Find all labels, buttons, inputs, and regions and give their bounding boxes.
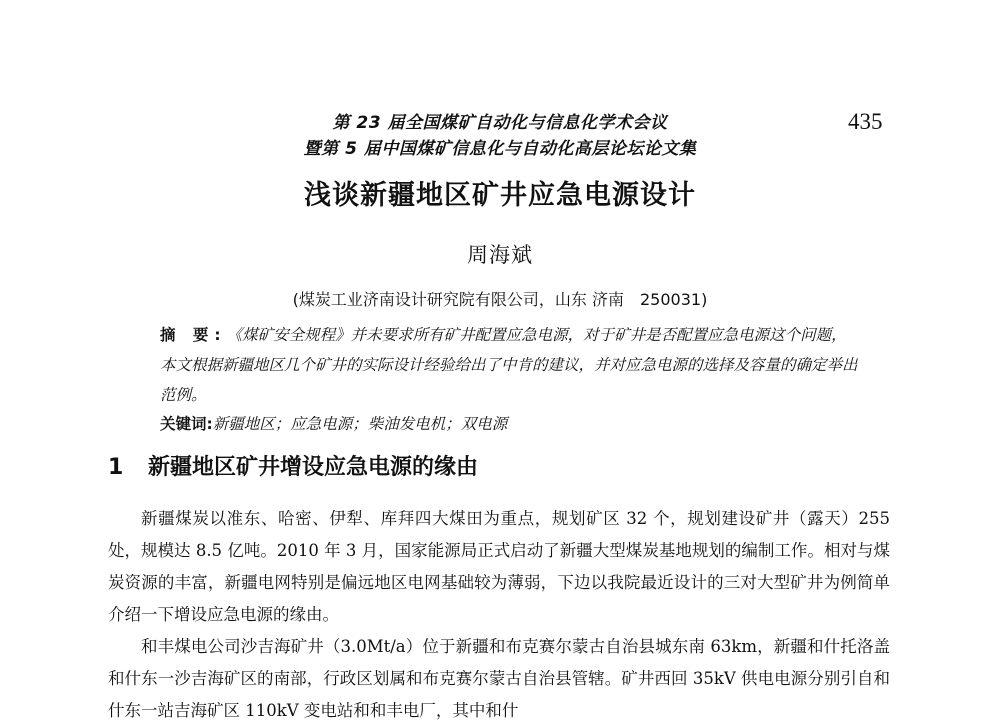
section-number: 1 (108, 455, 124, 480)
author-name: 周海斌 (467, 243, 533, 267)
paper-title: 浅谈新疆地区矿井应急电源设计 (304, 180, 696, 211)
body-paragraph: 和丰煤电公司沙吉海矿井（3.0Mt/a）位于新疆和布克赛尔蒙古自治县城东南 63km，新疆和什托洛盖和什东一沙吉海矿区的南部，行政区划属和布克赛尔蒙古自治县管辖。矿井西回 35kV 供电电源分别引自和什东一站吉海矿区 110kV 变电站和和丰电厂，其中和什 (108, 637, 890, 720)
section-heading (108, 452, 478, 484)
section-title: 新疆地区矿井增设应急电源的缘由 (148, 455, 479, 480)
abstract (160, 320, 860, 410)
body-paragraph: 新疆煤炭以准东、哈密、伊犁、库拜四大煤田为重点，规划矿区 32 个，规划建设矿井（露天）255 处，规模达 8.5 亿吨。2010 年 3 月，国家能源局正式启动了新疆大型煤炭基地规划的编制工作。相对与煤炭资源的丰富，新疆电网特别是偏远地区电网基础较为薄弱，下边以我院最近设计的三对大型矿井为例简单介绍一下增设应急电源的缘由。 (108, 509, 890, 624)
keywords-text: 新疆地区；应急电源；柴油发电机；双电源 (212, 415, 508, 433)
keywords (160, 410, 860, 438)
running-header (230, 110, 770, 162)
body-text (108, 503, 890, 723)
abstract-label: 摘 要: (160, 326, 227, 344)
author-affiliation: (煤炭工业济南设计研究院有限公司，山东 济南 250031) (292, 290, 708, 309)
abstract-text: 《煤矿安全规程》并未要求所有矿井配置应急电源，对于矿井是否配置应急电源这个问题，本文根据新疆地区几个矿井的实际设计经验给出了中肯的建议，并对应急电源的选择及容量的确定举出范例。 (160, 326, 858, 404)
header-line-2: 暨第 5 届中国煤矿信息化与自动化高层论坛论文集 (303, 139, 697, 159)
keywords-label: 关键词: (160, 415, 213, 433)
page-number: 435 (848, 109, 883, 134)
header-line-1: 第 23 届全国煤矿自动化与信息化学术会议 (332, 113, 668, 133)
